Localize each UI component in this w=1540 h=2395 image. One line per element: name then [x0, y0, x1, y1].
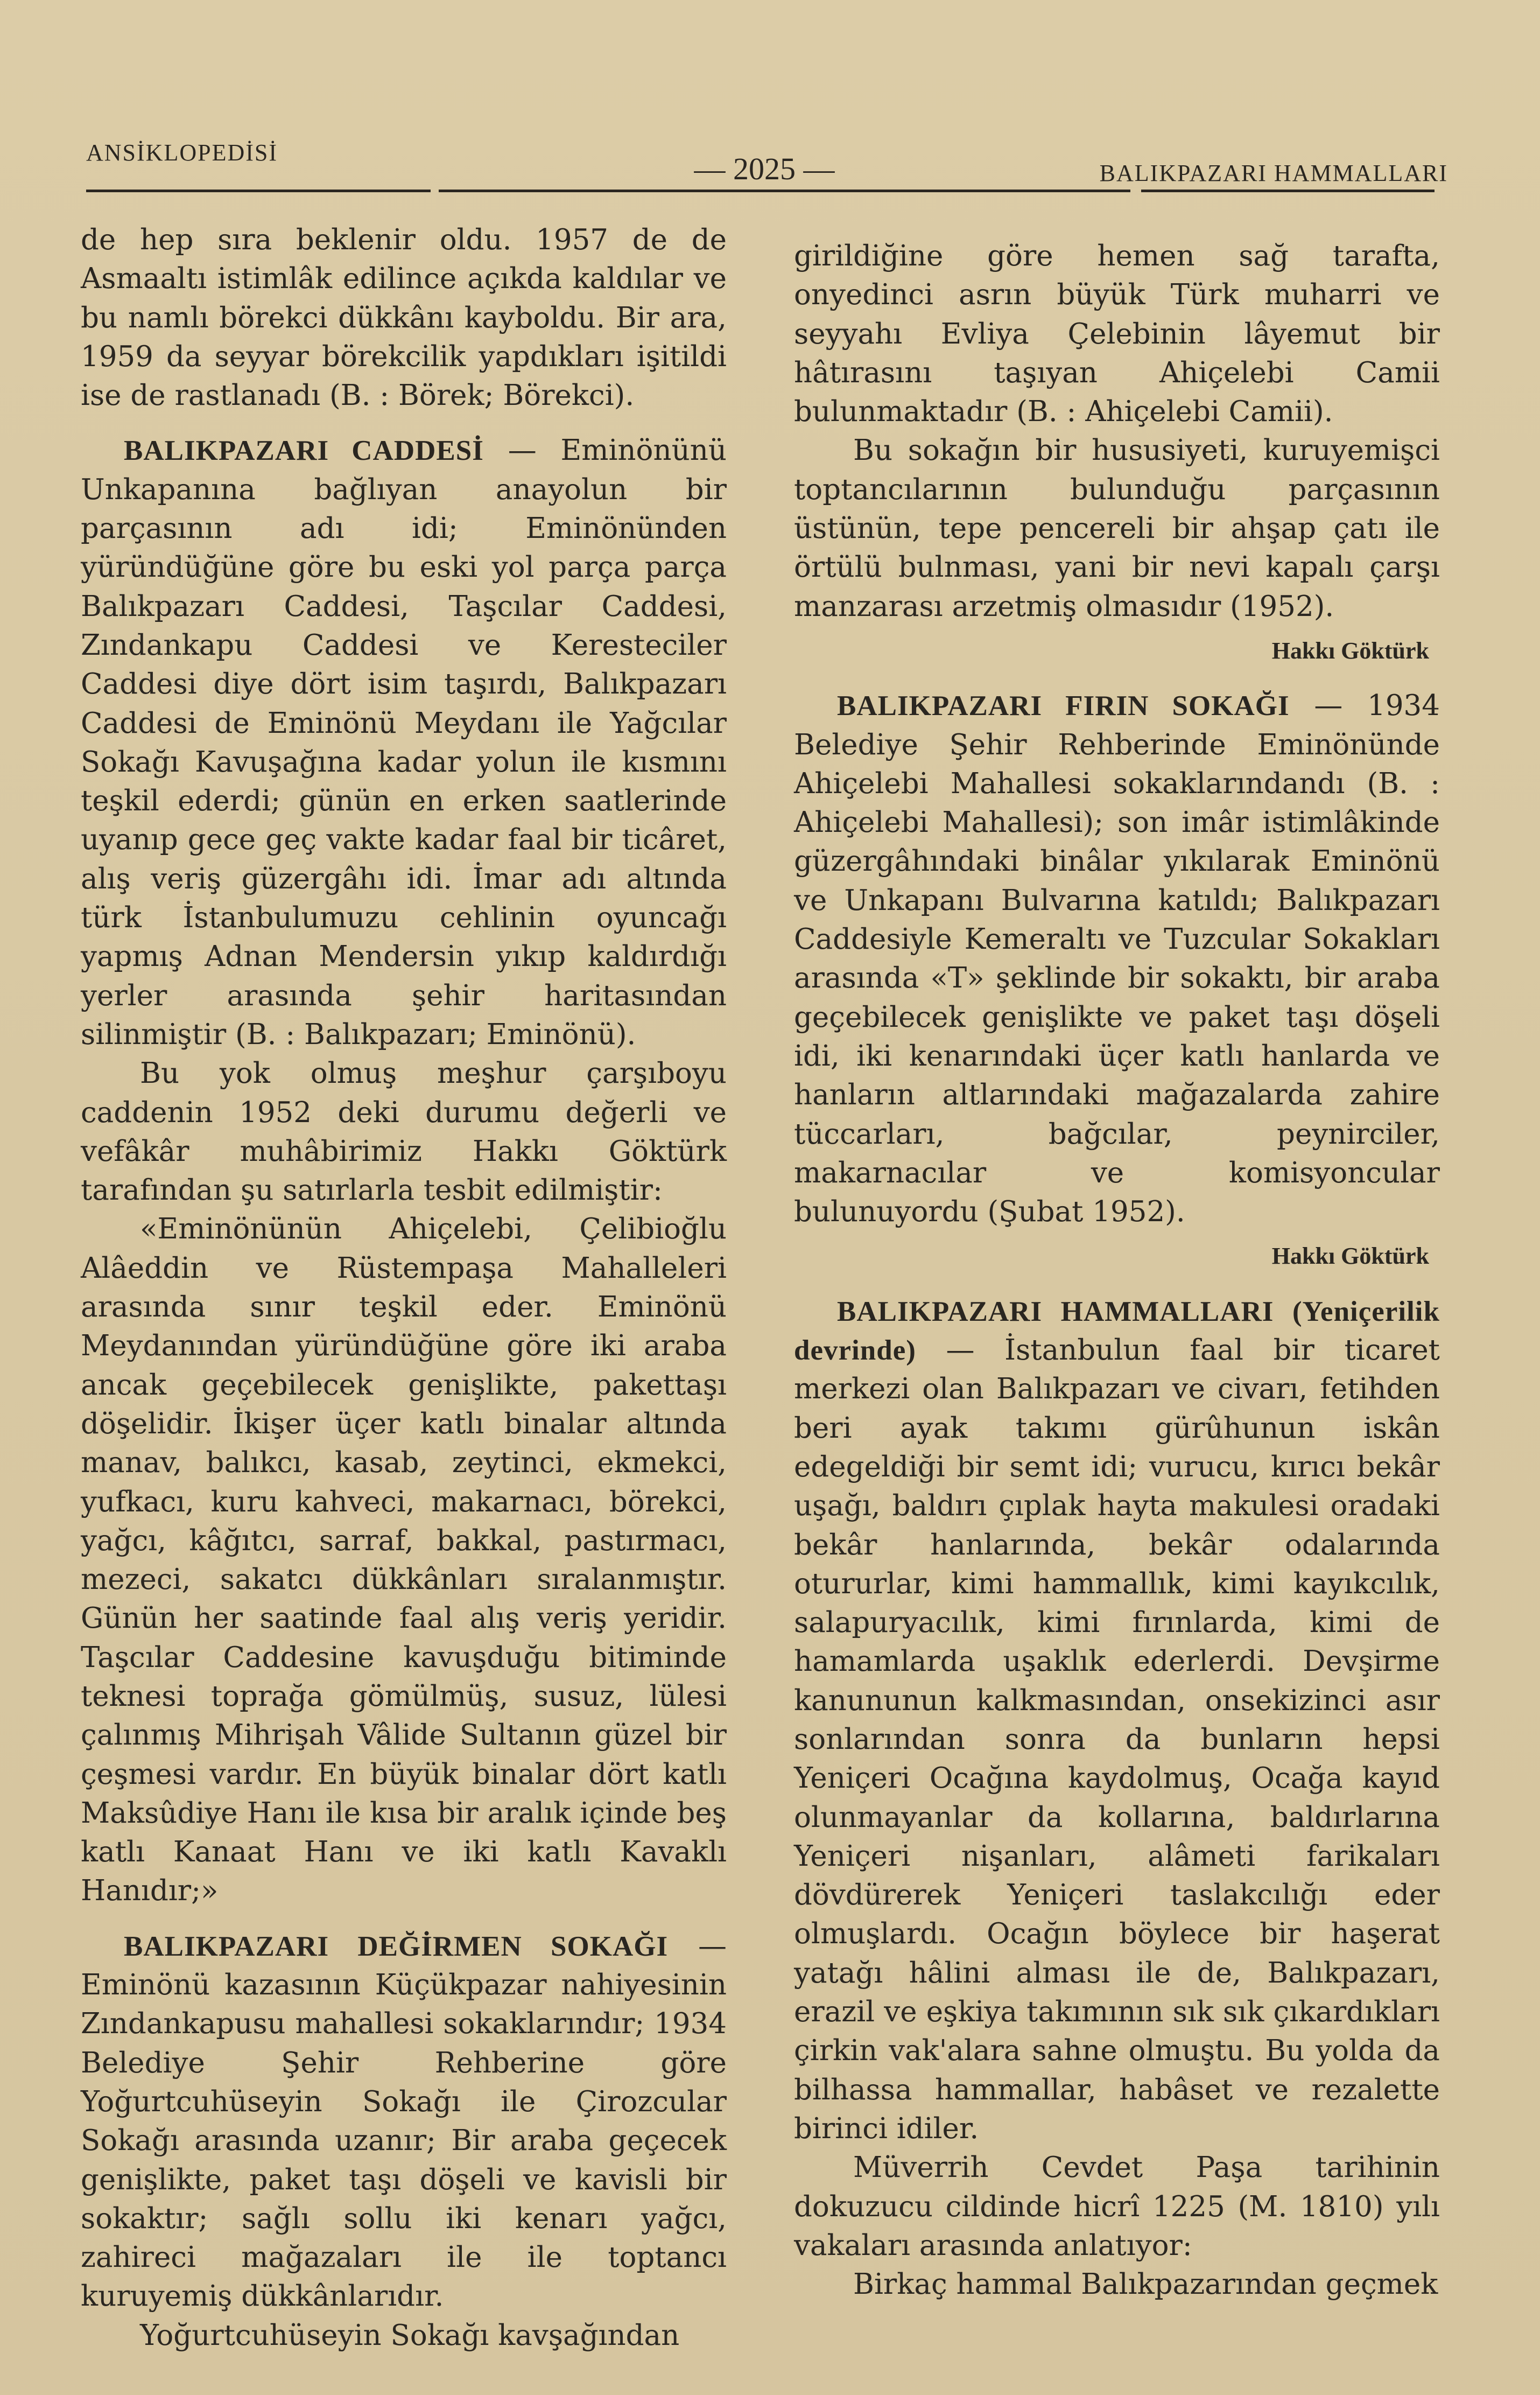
author-signature: Hakkı Göktürk: [1271, 1243, 1429, 1270]
entry-hammallari: [794, 1292, 1440, 2149]
running-head-left: ANSİKLOPEDİSİ: [86, 139, 278, 166]
entry-text: — Eminönünü Unkapanına bağlıyan anayolun bir parçasının adı idi; Eminönünden yüründüğüne göre bu eski yol parça parça Balıkpazarı Caddesi, Taşcılar Caddesi, Zındankapu Caddesi ve Keresteciler Caddesi diye dört isim taşırdı, Balıkpazarı Caddesi de Eminönü Meydanı ile Yağcılar Sokağı Kavuşağına kadar yolun ile kısmını teşkil ederdi; günün en erken saatlerinde uyanıp gece geç vakte kadar faal bir ticâret, alış veriş güzergâhı idi. İmar adı altında türk İstanbulumuzu cehlinin oyuncağı yapmış Adnan Mendersin yıkıp kaldırdığı yerler arasında şehir haritasından silinmiştir (B. : Balıkpazarı; Eminönü).: [81, 434, 727, 1051]
header-rule: [1141, 190, 1434, 192]
paragraph: Birkaç hammal Balıkpazarından geçmek: [853, 2268, 1438, 2301]
entry-title: BALIKPAZARI CADDESİ: [124, 435, 484, 467]
entry-title: BALIKPAZARI DEĞİRMEN SOKAĞI: [124, 1930, 669, 1962]
entry-firin: [794, 687, 1440, 1231]
paragraph: Müverrih Cevdet Paşa tarihinin dokuzucu cildinde hicrî 1225 (M. 1810) yılı vakaları arasında anlatıyor:: [794, 2151, 1440, 2262]
paragraph: Yoğurtcuhüseyin Sokağı kavşağından: [140, 2319, 680, 2352]
right-column: [794, 237, 1440, 2304]
paragraph: de hep sıra beklenir oldu. 1957 de de Asmaaltı istimlâk edilince açıkda kaldılar ve bu namlı börekci dükkânı kayboldu. Bir ara, 1959 da seyyar börekcilik yapdıkları işitildi ise de rastlanadı (B. : Börek; Börekci).: [81, 223, 727, 412]
author-signature: Hakkı Göktürk: [1271, 637, 1429, 664]
entry-degirmen: [81, 1927, 727, 2316]
page-number: — 2025 —: [694, 151, 835, 186]
quote-paragraph: «Eminönünün Ahiçelebi, Çelibioğlu Alâeddin ve Rüstempaşa Mahalleleri arasında sınır teşkil eder. Eminönü Meydanından yüründüğüne göre iki araba ancak geçebilecek genişlikte, pakettaşı döşelidir. İkişer üçer katlı binalar altında manav, balıkcı, kasab, zeytinci, ekmekci, yufkacı, kuru kahveci, makarnacı, börekci, yağcı, kâğıtcı, sarraf, bakkal, pastırmacı, mezeci, sakatcı dükkânları sıralanmıştır. Günün her saatinde faal alış veriş yeridir. Taşcılar Caddesine kavuşduğu bitiminde teknesi toprağa gömülmüş, susuz, lülesi çalınmış Mihrişah Vâlide Sultanın güzel bir çeşmesi vardır. En büyük binalar dört katlı Maksûdiye Hanı ile kısa bir aralık içinde beş katlı Kanaat Hanı ve iki katlı Kavaklı Hanıdır;»: [81, 1213, 727, 1908]
header-rule: [439, 190, 1130, 192]
entry-caddesi: [81, 431, 727, 1054]
page-header: [81, 129, 1448, 194]
entry-title: BALIKPAZARI HAMMALLARI (Yeniçerilik devrinde): [794, 1295, 1440, 1367]
paragraph: girildiğine göre hemen sağ tarafta, onyedinci asrın büyük Türk muharri ve seyyahı Evliya Çelebinin lâyemut bir hâtırasını taşıyan Ahiçelebi Camii bulunmaktadır (B. : Ahiçelebi Camii).: [794, 240, 1440, 429]
left-column: [81, 221, 727, 2355]
paragraph: Bu sokağın bir hususiyeti, kuruyemişci toptancılarının bulunduğu parçasının üstünün, tepe pencereli bir ahşap çatı ile örtülü bulnması, yani bir nevi kapalı çarşı manzarası arzetmiş olmasıdır (1952).: [794, 434, 1440, 623]
entry-text: — Eminönü kazasının Küçükpazar nahiyesinin Zındankapusu mahallesi sokaklarındır; 1934 Belediye Şehir Rehberine göre Yoğurtcuhüseyin Sokağı ile Çirozcular Sokağı arasında uzanır; Bir araba geçecek genişlikte, paket taşı döşeli ve kavisli bir sokaktır; sağlı sollu iki kenarı yağcı, zahireci mağazaları ile ile toptancı kuruyemiş dükkânlarıdır.: [81, 1929, 727, 2313]
entry-text: — 1934 Belediye Şehir Rehberinde Eminönünde Ahiçelebi Mahallesi sokaklarındandı (B. : Ahiçelebi Mahallesi); son imâr istimlâkinde güzergâhındaki binâlar yıkılarak Eminönü ve Unkapanı Bulvarına katıldı; Balıkpazarı Caddesiyle Kemeraltı ve Tuzcular Sokakları arasında «T» şeklinde bir sokaktı, bir araba geçebilecek genişlikte ve paket taşı döşeli idi, iki kenarındaki üçer katlı hanlarda ve hanların altlarındaki mağazalarda zahire tüccarları, bağcılar, peynirciler, makarnacılar ve komisyoncular bulunuyordu (Şubat 1952).: [794, 689, 1440, 1229]
entry-text: — İstanbulun faal bir ticaret merkezi olan Balıkpazarı ve civarı, fetihden beri ayak takımı gürûhunun iskân edegeldiği bir semt idi; vurucu, kırıcı bekâr uşağı, baldırı çıplak hayta makulesi oradaki bekâr hanlarında, bekâr odalarında otururlar, kimi hammallık, kimi kayıkcılık, salapuryacılık, kimi fırınlarda, kimi de hamamlarda uşaklık ederlerdi. Devşirme kanununun kalkmasından, onsekizinci asır sonlarından sonra da bunların hepsi Yeniçeri Ocağına kaydolmuş, Ocağa kayıd olunmayanlar da kollarına, baldırlarına Yeniçeri nişanları, alâmeti farikaları dövdürerek Yeniçeri taslakcılığı eder olmuşlardı. Ocağın böylece bir haşerat yatağı hâlini alması ile de, Balıkpazarı, erazil ve eşkiya takımının sık sık çıkardıkları çirkin vak'alara sahne olmuştu. Bu yolda da bilhassa hammallar, habâset ve rezalette birinci idiler.: [794, 1334, 1440, 2145]
paragraph: Bu yok olmuş meşhur çarşıboyu caddenin 1952 deki durumu değerli ve vefâkâr muhâbirimiz Hakkı Göktürk tarafından şu satırlarla tesbit edilmiştir:: [81, 1057, 727, 1207]
header-rule: [86, 190, 431, 192]
entry-title: BALIKPAZARI FIRIN SOKAĞI: [837, 690, 1290, 722]
running-head-right: BALIKPAZARI HAMMALLARI: [1099, 160, 1448, 186]
